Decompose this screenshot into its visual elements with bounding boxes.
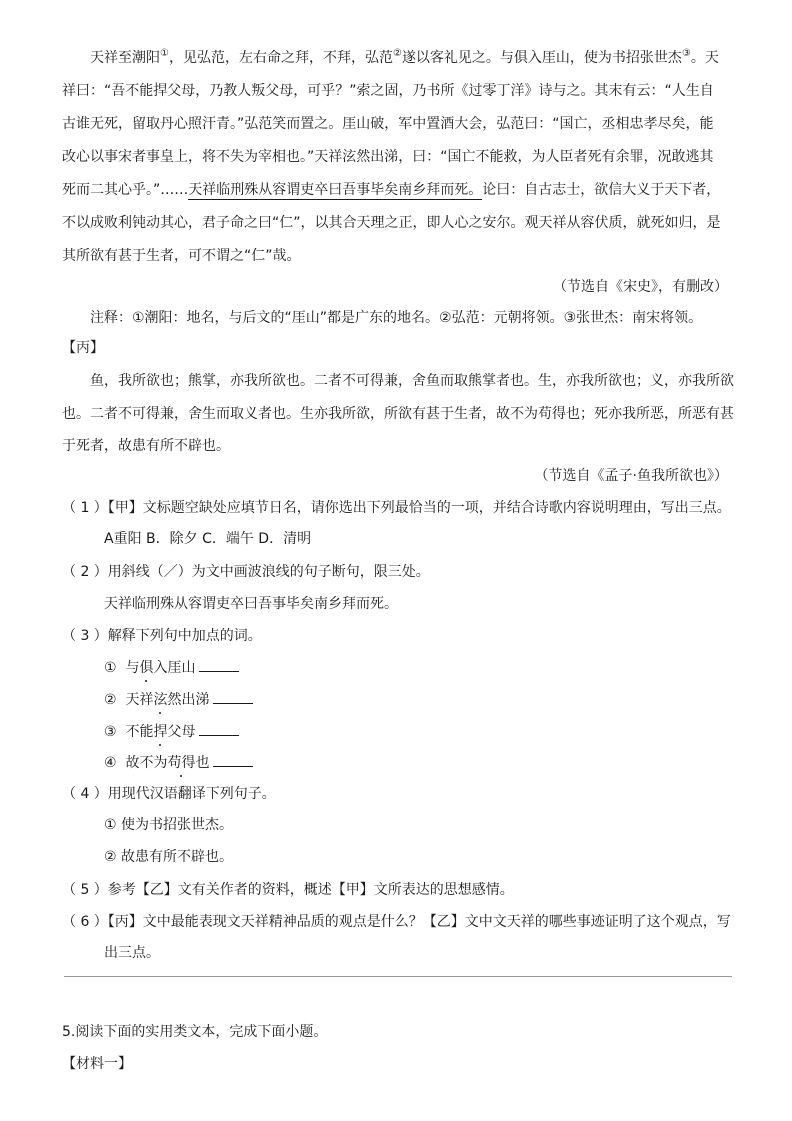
question-5: （ 5 ）参考【乙】文有关作者的资料，概述【甲】文所表达的思想感情。 <box>62 882 514 898</box>
section-title: 5.阅读下面的实用类文本，完成下面小题。 <box>62 1024 328 1040</box>
passage-line-5 <box>62 180 720 200</box>
text-segment: 故不为 <box>125 755 168 771</box>
answer-blank[interactable] <box>213 752 253 767</box>
item-number: ③ <box>104 724 117 740</box>
dotted-word: 泫 <box>153 692 168 708</box>
answer-blank[interactable] <box>199 721 239 736</box>
question-4-item: ① 使为书招张世杰。 <box>104 817 234 833</box>
question-3: （ 3 ）解释下列句中加点的词。 <box>62 628 262 644</box>
footnote-mark: ① <box>160 48 169 59</box>
question-2-sentence: 天祥临刑殊从容谓吏卒曰吾事毕矣南乡拜而死。 <box>104 596 398 612</box>
question-3-item <box>104 689 253 710</box>
passage-line-4: 改心以事宋者事皇上，将不失为宰相也。”天祥泫然出涕，曰：“国亡不能救，为人臣者死有余罪，况敢逃其 <box>62 149 714 165</box>
question-4-item: ② 故患有所不辟也。 <box>104 849 234 865</box>
question-6-continued: 出三点。 <box>104 945 160 961</box>
dotted-word: 俱 <box>139 660 154 676</box>
dotted-word: 捍 <box>153 724 168 740</box>
dotted-word: 苟得 <box>167 755 196 771</box>
text-segment: 。天 <box>690 50 719 66</box>
answer-blank[interactable] <box>199 657 239 672</box>
footnote-mark: ③ <box>681 48 691 59</box>
passage-line-1 <box>90 48 719 70</box>
text-segment: 论曰：自古志士，欲信大义于天下者， <box>482 182 721 198</box>
text-segment: 天祥 <box>125 692 154 708</box>
question-3-item <box>104 657 239 678</box>
text-segment: ，见弘范，左右命之拜，不拜，弘范 <box>168 50 393 66</box>
text-segment: 也 <box>195 755 210 771</box>
answer-blank[interactable] <box>213 689 253 704</box>
question-3-item <box>104 721 239 742</box>
text-segment: 入厓山 <box>153 660 196 676</box>
question-2: （ 2 ）用斜线（／）为文中画波浪线的句子断句，限三处。 <box>62 564 430 580</box>
text-segment: 死而二其心乎。”…… <box>62 182 189 198</box>
question-4: （ 4 ）用现代汉语翻译下列句子。 <box>62 786 276 802</box>
question-1: （ 1 ）【甲】文标题空缺处应填节日名，请你选出下列最恰当的一项，并结合诗歌内容说明理由，写出三点。 <box>62 500 731 516</box>
item-number: ② <box>104 692 117 708</box>
wavy-underlined-sentence: 天祥临刑殊从容谓吏卒曰吾事毕矣南乡拜而死。 <box>188 182 483 198</box>
text-segment: 天祥至潮阳 <box>90 50 160 66</box>
section-divider <box>64 976 732 977</box>
passage-line-3: 古谁无死，留取丹心照汗青。”弘范笑而置之。厓山破，军中置酒大会，弘范曰：“国亡，丞相忠孝尽矣，能 <box>62 116 714 132</box>
passage-source: （节选自《孟子·鱼我所欲也》） <box>534 468 728 484</box>
passage-annotation: 注释：①潮阳：地名，与后文的“厓山”都是广东的地名。②弘范：元朝将领。③张世杰：南宋将领。 <box>90 310 703 326</box>
question-3-item <box>104 752 253 773</box>
material-label: 【材料一】 <box>62 1056 132 1072</box>
question-6: （ 6 ）【丙】文中最能表现文天祥精神品质的观点是什么？【乙】文中文天祥的哪些事迹证明了这个观点，写 <box>62 914 731 930</box>
passage-source: （节选自《宋史》，有删改） <box>553 279 728 295</box>
text-segment: 遂以客礼见之。与俱入厓山，使为书招张世杰 <box>401 50 682 66</box>
passage-line-2: 也。二者不可得兼，舍生而取义者也。生亦我所欲，所欲有甚于生者，故不为苟得也；死亦我所恶，所恶有甚 <box>62 406 734 422</box>
text-segment: 不能 <box>125 724 154 740</box>
section-label: 【丙】 <box>62 340 104 356</box>
passage-line-6: 不以成败利钝动其心，君子命之曰“仁”，以其合天理之正，即人心之安尔。观天祥从容伏质，就死如归，是 <box>62 215 721 231</box>
text-segment: 然出涕 <box>167 692 210 708</box>
item-number: ① <box>104 660 117 676</box>
passage-line-7: 其所欲有甚于生者，可不谓之“仁”哉。 <box>62 248 301 264</box>
passage-line-2: 祥曰：“吾不能捍父母，乃教人叛父母，可乎？”索之固，乃书所《过零丁洋》诗与之。其末有云：“人生自 <box>62 83 714 99</box>
text-segment: 与 <box>125 660 140 676</box>
text-segment: 父母 <box>167 724 196 740</box>
passage-line-1: 鱼，我所欲也；熊掌，亦我所欲也。二者不可得兼，舍鱼而取熊掌者也。生，亦我所欲也；义，亦我所欲 <box>90 373 734 389</box>
footnote-mark: ② <box>392 48 402 59</box>
item-number: ④ <box>104 755 117 771</box>
question-1-options: A重阳 B．除夕 C．端午 D．清明 <box>104 531 312 547</box>
passage-line-3: 于死者，故患有所不辟也。 <box>62 438 230 454</box>
